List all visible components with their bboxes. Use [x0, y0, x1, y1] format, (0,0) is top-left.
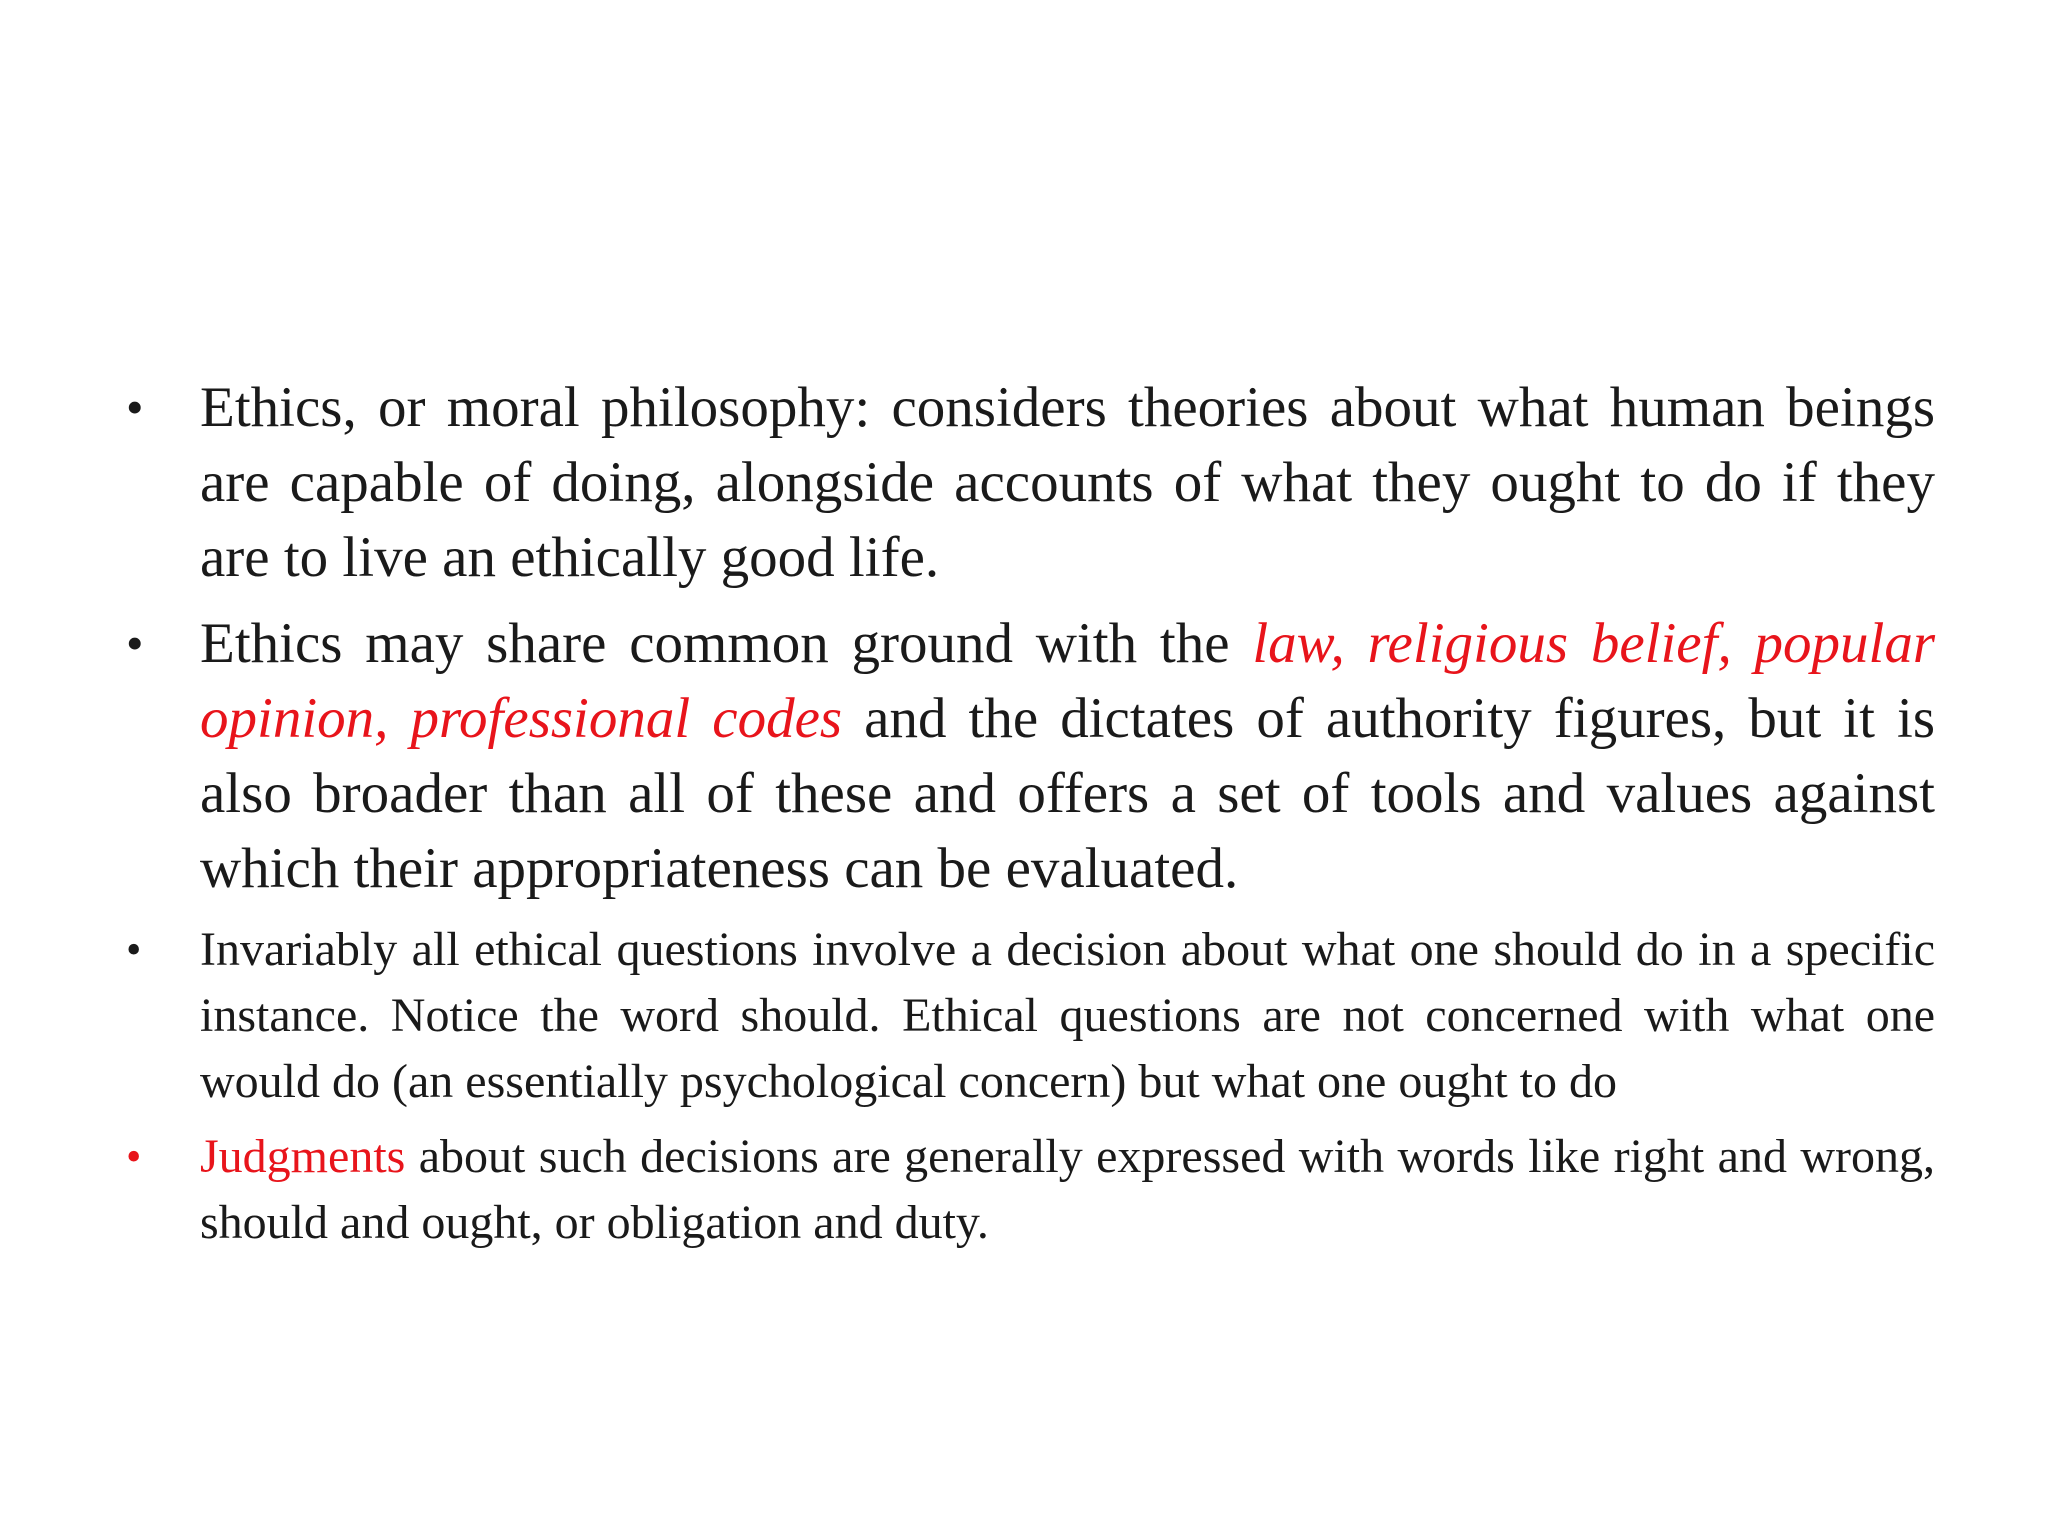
- bullet-text-after: and the dictates of authority figures, but it is also broader than all of these and offers a set of tools and values against which their appropriateness can be evaluated.: [200, 687, 1935, 900]
- bullet-item-ethics-definition: [120, 370, 1935, 595]
- bullet-icon: •: [126, 925, 142, 974]
- bullet-text: Ethics, or moral philosophy: considers theories about what human beings are capable of doing, alongside accounts of what they ought to do if they are to live an ethically good life.: [200, 376, 1935, 589]
- bullet-item-ethical-questions: [120, 917, 1935, 1115]
- bullet-highlight: Judgments: [200, 1130, 406, 1183]
- bullet-item-judgments: [120, 1124, 1935, 1256]
- bullet-icon: •: [126, 1132, 142, 1181]
- bullet-icon: •: [126, 615, 144, 671]
- bullet-highlight: law, religious belief, popular opinion, professional codes: [200, 612, 1936, 750]
- bullet-text-before: Ethics may share common ground with the: [200, 612, 1253, 675]
- bullet-icon: •: [126, 379, 144, 435]
- bullet-text: Invariably all ethical questions involve a decision about what one should do in a specific instance. Notice the word should. Ethical questions are not concerned with what one would do (an essentially psychological concern) but what one ought to do: [200, 923, 1935, 1108]
- bullet-text-after: about such decisions are generally expressed with words like right and wrong, should and ought, or obligation and duty.: [200, 1130, 1935, 1249]
- bullet-item-common-ground: [120, 606, 1935, 906]
- bullet-list: [120, 370, 1935, 1265]
